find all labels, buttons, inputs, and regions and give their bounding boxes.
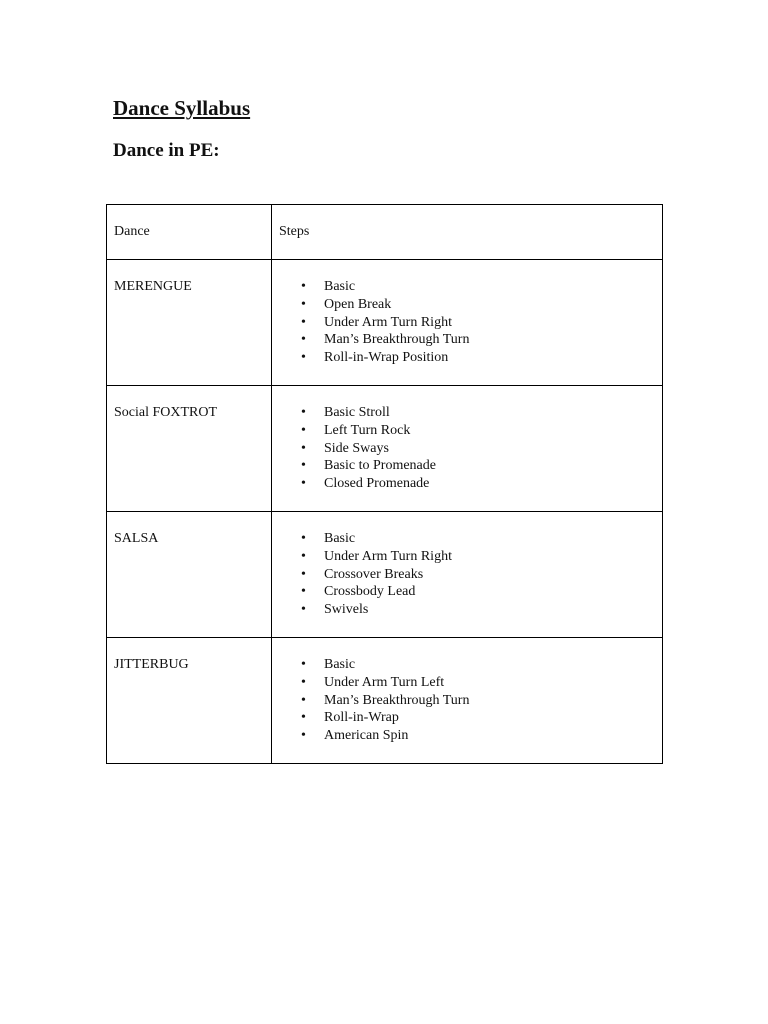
steps-list [279,404,655,493]
step-item: • Crossover Breaks [324,566,655,584]
step-item: • Basic Stroll [324,404,655,422]
document-subtitle: Dance in PE: [113,140,220,161]
step-item: • Basic [324,530,655,548]
step-item: • American Spin [324,727,655,745]
table-row [107,260,663,386]
dance-name: Social FOXTROT [107,386,272,512]
step-item: • Under Arm Turn Right [324,314,655,332]
dance-steps [272,638,663,764]
table-row [107,386,663,512]
step-item: • Man’s Breakthrough Turn [324,692,655,710]
step-item: • Basic [324,656,655,674]
dance-steps [272,386,663,512]
table-row [107,638,663,764]
dance-name: MERENGUE [107,260,272,386]
step-item: • Roll-in-Wrap [324,709,655,727]
step-item: • Man’s Breakthrough Turn [324,331,655,349]
steps-list [279,530,655,619]
dance-steps [272,260,663,386]
dance-steps [272,512,663,638]
dance-name: JITTERBUG [107,638,272,764]
step-item: • Roll-in-Wrap Position [324,349,655,367]
document-title: Dance Syllabus [113,96,251,120]
steps-list [279,278,655,367]
header-steps: Steps [272,205,663,260]
step-item: • Closed Promenade [324,475,655,493]
step-item: • Left Turn Rock [324,422,655,440]
dance-name: SALSA [107,512,272,638]
step-item: • Basic to Promenade [324,457,655,475]
steps-list [279,656,655,745]
table-header-row [107,205,663,260]
step-item: • Basic [324,278,655,296]
step-item: • Under Arm Turn Left [324,674,655,692]
table-row [107,512,663,638]
step-item: • Swivels [324,601,655,619]
step-item: • Under Arm Turn Right [324,548,655,566]
header-dance: Dance [107,205,272,260]
dance-syllabus-table [106,204,663,764]
step-item: • Crossbody Lead [324,583,655,601]
step-item: • Side Sways [324,440,655,458]
step-item: • Open Break [324,296,655,314]
